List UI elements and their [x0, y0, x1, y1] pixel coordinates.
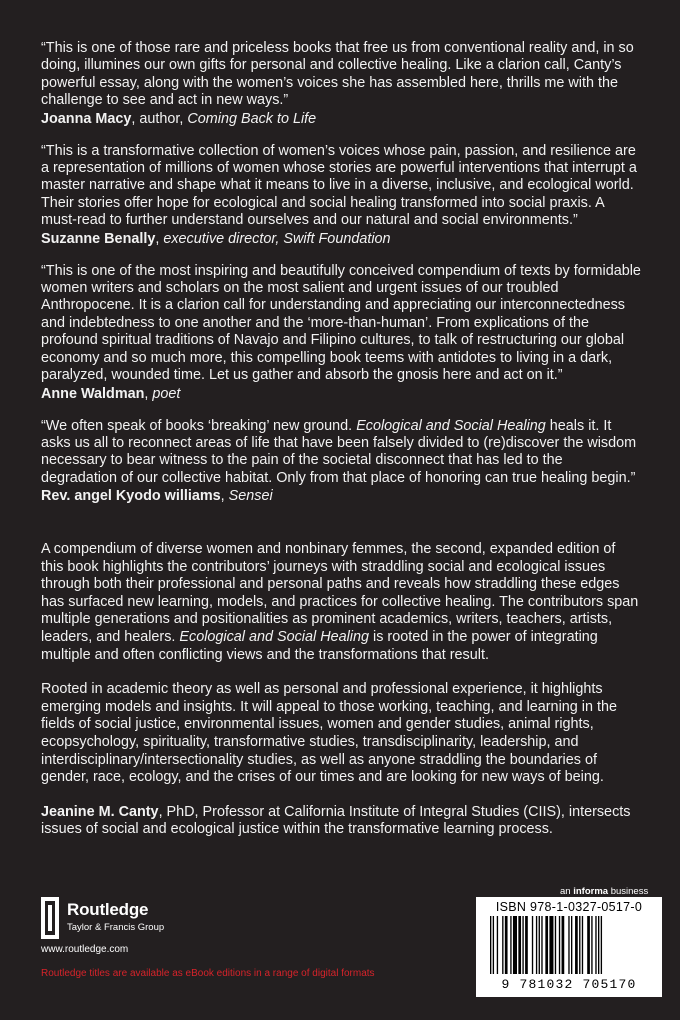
- barcode-bar: [541, 916, 542, 974]
- description-paragraph-2: Rooted in academic theory as well as personal and professional experience, it highlights emerging models and insights. It will appeal to those working, teaching, and learning in the fields of social justice, environmental issues, women and gender studies, animal rights, ecopsychology, spirituality, transformative studies, transdisciplinarity, leadership, and interdisciplinary/intersectionality studies, as well as anyone straddling the boundaries of gender, race, ecology, and the crises of our times and are looking for new ways of being.: [41, 681, 617, 786]
- barcode-bar: [490, 916, 491, 974]
- informa-business-line: [560, 886, 648, 897]
- isbn-label: ISBN 978-1-0327-0517-0: [495, 900, 643, 914]
- barcode-bar: [505, 916, 508, 974]
- author-bio-text: , PhD, Professor at California Institute of Integral Studies (CIIS), intersects issues of social and ecological justice within the transformative learning process.: [41, 803, 631, 838]
- description-text: A compendium of diverse women and nonbinary femmes, the second, expanded edition of this book highlights the contributors’ journeys with straddling social and ecological issues through both their professional and personal paths and reveals how straddling these edges has surfaced new learning, models, and practices for collective healing. The contributors span multiple generations and positionalities as prominent academics, writers, teachers, artists, leaders, and healers.: [41, 541, 639, 645]
- informa-text: an: [560, 886, 574, 897]
- publisher-name: Routledge: [67, 900, 149, 919]
- endorsement-3: [41, 263, 641, 403]
- endorsement-attribution: [41, 230, 641, 248]
- barcode-bar: [579, 916, 580, 974]
- endorsement-text-part: heals it. It asks us all to reconnect areas of life that have been falsely divided to (re)discover the wisdom necessary to bear witness to the pain of the societal disconnect that has led to the degradation of our collective habitat. Only from that place of honoring can true healing begin.”: [41, 417, 637, 486]
- book-title-italic: Ecological and Social Healing: [179, 628, 370, 645]
- barcode-digits: 9 781032 705170: [501, 977, 637, 992]
- endorser-name: Anne Waldman: [41, 385, 145, 402]
- endorser-role: Sensei: [228, 488, 273, 505]
- endorser-role: executive director, Swift Foundation: [163, 230, 391, 247]
- barcode-bar: [575, 916, 578, 974]
- barcode-bar: [595, 916, 596, 974]
- barcode-bar: [559, 916, 560, 974]
- endorsement-attribution: [41, 385, 641, 403]
- barcode-bar: [525, 916, 528, 974]
- barcode-bar: [549, 916, 553, 974]
- endorsement-4: [41, 418, 641, 506]
- endorser-role-plain: ,: [220, 488, 229, 505]
- barcode-bar: [497, 916, 498, 974]
- barcode-bar: [522, 916, 523, 974]
- endorsement-text: [41, 418, 641, 488]
- barcode-bar: [582, 916, 583, 974]
- endorser-role-plain: ,: [155, 230, 164, 247]
- endorser-name: Suzanne Benally: [41, 230, 156, 247]
- endorser-name: Joanna Macy: [41, 110, 132, 127]
- barcode-bar: [587, 916, 590, 974]
- barcode-bar: [502, 916, 503, 974]
- barcode-bar: [536, 916, 537, 974]
- barcode-bar: [545, 916, 548, 974]
- endorsement-text: “This is one of those rare and priceless books that free us from conventional reality and, in so doing, illumines our own gifts for personal and collective healing. Like a clarion call, Canty’s powerful essay, along with the women’s voices she has assembled here, thrills me with the challenge to see and act in new ways.”: [41, 40, 634, 109]
- barcode-bar: [562, 916, 565, 974]
- barcode-bar: [510, 916, 511, 974]
- endorser-role-plain: , author,: [131, 110, 188, 127]
- isbn-barcode: [476, 897, 662, 997]
- author-name: Jeanine M. Canty: [41, 803, 159, 820]
- endorsement-text-part: “We often speak of books ‘breaking’ new ground.: [41, 417, 357, 434]
- endorser-role-plain: ,: [144, 385, 153, 402]
- barcode-bar: [532, 916, 533, 974]
- barcode-bar: [568, 916, 569, 974]
- endorsements: [41, 40, 641, 520]
- barcode-bar: [493, 916, 494, 974]
- book-description: [41, 541, 641, 856]
- endorsement-attribution: [41, 110, 641, 128]
- barcode-bar: [601, 916, 602, 974]
- endorsement-attribution: [41, 487, 641, 505]
- barcode-bar: [518, 916, 521, 974]
- endorser-name: Rev. angel Kyodo williams: [41, 488, 221, 505]
- endorsement-text: “This is one of the most inspiring and beautifully conceived compendium of texts by formidable women writers and scholars on the most salient and urgent issues of our troubled Anthropocene. It is a clarion call for understanding and appreciating our interconnectedness and indebtedness to one another and the ‘more-than-human’. From explications of the profound spiritual traditions of Navajo and Filipino cultures, to talk of restructuring our global economy and so much more, this compelling book teems with antidotes to living in a dark, paralyzed, wounded time. Let us gather and absorb the gnosis here and act on it.”: [41, 262, 641, 384]
- endorser-role: Coming Back to Life: [187, 110, 317, 127]
- barcode-bar: [598, 916, 599, 974]
- endorsement-2: [41, 143, 641, 248]
- barcode-bar: [539, 916, 540, 974]
- book-title-italic: Ecological and Social Healing: [356, 417, 546, 434]
- endorsement-1: [41, 40, 641, 128]
- ebook-note: Routledge titles are available as eBook editions in a range of digital formats: [41, 968, 375, 979]
- routledge-logo: [41, 897, 181, 945]
- endorser-role: poet: [152, 385, 181, 402]
- barcode-bar: [555, 916, 556, 974]
- barcode-bar: [513, 916, 517, 974]
- informa-text: business: [608, 886, 649, 897]
- author-bio: [41, 804, 641, 839]
- informa-brand: informa: [573, 886, 609, 897]
- description-text: is rooted in the power of integrating multiple and often conflicting views and the transformations that result.: [41, 628, 598, 663]
- endorsement-text: “This is a transformative collection of women’s voices whose pain, passion, and resilience are a representation of millions of women whose stories are powerful interventions that interrupt a master narrative and shape what it means to live in a diverse, inclusive, and ecological world. Their stories offer hope for ecological and social healing transformed into social praxis. A must-read to further understand ourselves and our natural and social environments.”: [41, 142, 637, 229]
- publisher-group: Taylor & Francis Group: [67, 922, 165, 933]
- barcode-icon: [488, 916, 650, 976]
- barcode-bar: [591, 916, 592, 974]
- publisher-website: www.routledge.com: [41, 944, 129, 955]
- description-paragraph-1: [41, 541, 641, 664]
- barcode-bar: [571, 916, 572, 974]
- routledge-logo-icon: [41, 897, 59, 939]
